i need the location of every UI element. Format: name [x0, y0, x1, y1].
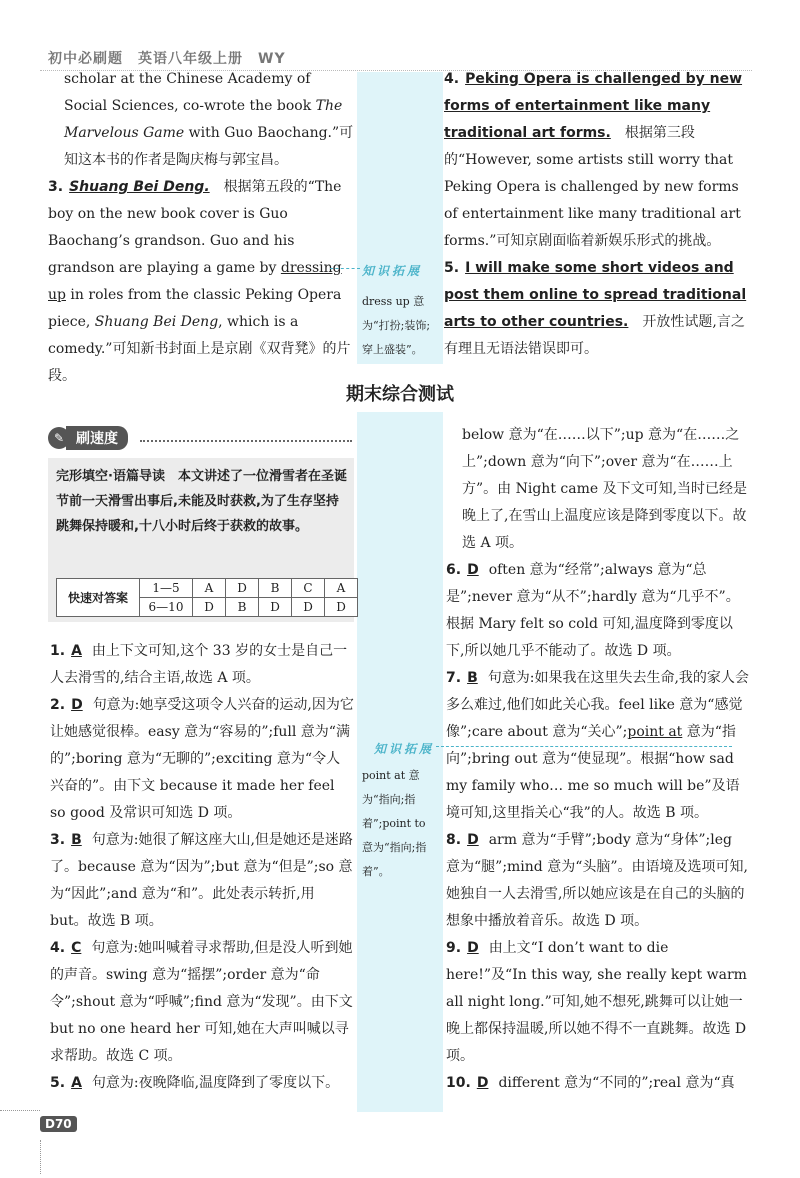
speed-tag: [48, 426, 128, 450]
answer-cell: A: [193, 579, 226, 598]
bottom-left-column: [50, 638, 354, 1097]
list-item: 10. D different 意为“不同的”;real 意为“真: [446, 1075, 735, 1091]
list-item: 4. C 句意为:她叫喊着寻求帮助,但是没人听到她的声音。swing 意为“摇摆”;order 意为“命令”;shout 意为“呼喊”;find 意为“发现”。由下文 but no one heard her 可知,她在大声叫喊以寻求帮助。故选 C 项。: [50, 940, 353, 1064]
top-left-column: [48, 66, 354, 390]
paragraph-q3: 3. Shuang Bei Deng. 根据第五段的“The boy on the new book cover is Guo Baochang’s grandson. Guo and his grandson are playing a game by dressing up in roles from the classic Peking Opera piece, Shuang Bei Deng, which is a comedy.”可知新书封面上是京剧《双背凳》的片段。: [48, 179, 351, 384]
answer-cell: A: [325, 579, 358, 598]
top-right-column: [444, 66, 750, 363]
list-item: 2. D 句意为:她享受这项令人兴奋的运动,因为它让她感觉很棒。easy 意为“容易的”;full 意为“满的”;boring 意为“无聊的”;exciting 意为“令人兴奋的”。由下文 because it made her feel so good 及常识可知选 D 项。: [50, 697, 354, 821]
note-body-top: dress up 意为“打扮;装饰;穿上盛装”。: [362, 295, 431, 356]
note-body-mid: point at 意为“指向;指着”;point to 意为“指向;指着”。: [362, 769, 427, 878]
range-cell: 1—5: [140, 579, 193, 598]
list-item: 6. D often 意为“经常”;always 意为“总是”;never 意为“从不”;hardly 意为“几乎不”。根据 Mary felt so cold 可知,温度降到零度以下,所以她几乎不能动了。故选 D 项。: [446, 562, 740, 659]
note-title-top: 知识拓展: [362, 264, 423, 278]
answer-cell: D: [292, 598, 325, 617]
answer-cell: D: [226, 579, 259, 598]
intro-text: 完形填空·语篇导读 本文讲述了一位滑雪者在圣诞节前一天滑雪出事后,未能及时获救,为了生存坚持跳舞保持暖和,十八小时后终于获救的故事。: [56, 469, 347, 534]
list-item: 3. B 句意为:她很了解这座大山,但是她还是迷路了。because 意为“因为”;but 意为“但是”;so 意为“因此”;and 意为“和”。此处表示转折,用 but。故选 B 项。: [50, 832, 353, 929]
page-number: D70: [40, 1116, 77, 1132]
list-item: 5. A 句意为:夜晚降临,温度降到了零度以下。: [50, 1075, 340, 1091]
range-cell: 6—10: [140, 598, 193, 617]
answer-cell: B: [226, 598, 259, 617]
speed-label: 刷速度: [66, 426, 128, 450]
answer-cell: D: [193, 598, 226, 617]
note-band-bottom: [357, 412, 443, 1112]
list-item: 7. B 句意为:如果我在这里失去生命,我的家人会多么难过,他们如此关心我。feel like 意为“感觉像”;care about 意为“关心”;point at 意为“指向”;bring out 意为“使显现”。根据“how sad my family who… me so much will be”及语境可知,这里指关心“我”的人。故选 B 项。: [446, 670, 749, 821]
paragraph-q5: 5. I will make some short videos and post them online to spread traditional arts to other countries. 开放性试题,言之有理且无语法错误即可。: [444, 260, 747, 357]
answer-cell: C: [292, 579, 325, 598]
quick-answer-title: 快速对答案: [57, 579, 140, 617]
table-row: [57, 579, 358, 598]
list-item: 8. D arm 意为“手臂”;body 意为“身体”;leg 意为“腿”;mind 意为“头脑”。由语境及选项可知,她独自一人去滑雪,所以她应该是在自己的头脑的想象中播放着音乐。故选 D 项。: [446, 832, 748, 929]
bottom-right-column: [446, 422, 750, 1097]
section-title: 期末综合测试: [346, 384, 454, 405]
quick-answer-table: [56, 578, 358, 617]
list-item: 9. D 由上文“I don’t want to die here!”及“In this way, she really kept warm all night long.”可知,她不想死,跳舞可以让她一晚上都保持温暖,所以她不得不一直跳舞。故选 D 项。: [446, 940, 747, 1064]
answer-cell: D: [325, 598, 358, 617]
answer-cell: B: [259, 579, 292, 598]
pen-icon: ✎: [48, 427, 70, 449]
footer-divider: [0, 1110, 40, 1111]
speed-divider: [140, 440, 352, 442]
note-pointer-top: [330, 268, 360, 269]
paragraph-q5-cont: below 意为“在……以下”;up 意为“在……之上”;down 意为“向下”;over 意为“在……上方”。由 Night came 及下文可知,当时已经是晚上了,在雪山上温度应该是降到零度以下。故选 A 项。: [462, 427, 748, 551]
page-header: 初中必刷题 英语八年级上册 WY: [48, 51, 286, 67]
margin-dots: [40, 1140, 41, 1174]
paragraph-q2-cont: scholar at the Chinese Academy of Social Sciences, co-wrote the book The Marvelous Game with Guo Baochang.”可知这本书的作者是陶庆梅与郭宝昌。: [64, 71, 354, 168]
note-title-mid: 知识拓展: [374, 742, 435, 756]
answer-cell: D: [259, 598, 292, 617]
list-item: 1. A 由上下文可知,这个 33 岁的女士是自己一人去滑雪的,结合主语,故选 A 项。: [50, 643, 348, 686]
paragraph-q4: 4. Peking Opera is challenged by new forms of entertainment like many traditional art forms. 根据第三段的“However, some artists still worry that Peking Opera is challenged by new forms of entertainment like many traditional art forms.”可知京剧面临着新娱乐形式的挑战。: [444, 71, 743, 249]
